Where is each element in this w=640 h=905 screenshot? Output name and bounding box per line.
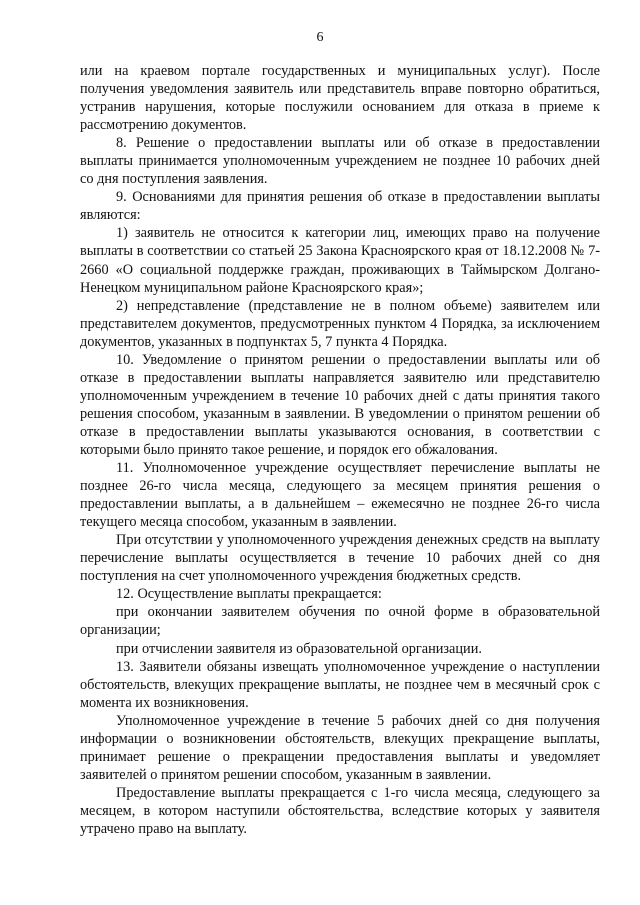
paragraph-termination-graduation: при окончании заявителем обучения по очной форме в образовательной организации; <box>80 604 600 639</box>
paragraph-item-9: 9. Основаниями для принятия решения об отказе в предоставлении выплаты являются: <box>80 189 600 224</box>
paragraph-termination-date: Предоставление выплаты прекращается с 1-го числа месяца, следующего за месяцем, в котором наступили обстоятельства, вследствие которых у заявителя утрачено право на выплату. <box>80 784 600 837</box>
paragraph-item-10: 10. Уведомление о принятом решении о предоставлении выплаты или об отказе в предоставлении выплаты направляется заявителю или представителю уполномоченным учреждением в течение 10 рабочих дней с даты принятия такого решения способом, указанным в заявлении. В уведомлении о принятом решении об отказе в предоставлении выплаты указываются основания, в соответствии с которыми было принято такое решение, и порядок его обжалования. <box>80 351 600 458</box>
paragraph-continuation: или на краевом портале государственных и муниципальных услуг). После получения уведомления заявитель или представитель вправе повторно обратиться, устранив нарушения, которые послужили основанием для отказа в приеме к рассмотрению документов. <box>80 63 600 134</box>
paragraph-termination-expulsion: при отчислении заявителя из образовательной организации. <box>116 640 482 657</box>
paragraph-decision-termination: Уполномоченное учреждение в течение 5 рабочих дней со дня получения информации о возникновении обстоятельств, влекущих прекращение выплаты, принимает решение о прекращении предоставления выплаты и уведомляет заявителей о принятом решении способом, указанным в заявлении. <box>80 712 600 783</box>
paragraph-funds-absence: При отсутствии у уполномоченного учреждения денежных средств на выплату перечисление выплаты осуществляется в течение 10 рабочих дней со дня поступления на счет уполномоченного учреждения бюджетных средств. <box>80 532 600 585</box>
paragraph-item-8: 8. Решение о предоставлении выплаты или об отказе в предоставлении выплаты принимается уполномоченным учреждением не позднее 10 рабочих дней со дня поступления заявления. <box>80 135 600 188</box>
paragraph-subitem-2: 2) непредставление (представление не в полном объеме) заявителем или представителем документов, предусмотренных пунктом 4 Порядка, за исключением документов, указанных в подпунктах 5, 7 пункта 4 Порядка. <box>80 297 600 350</box>
paragraph-item-11: 11. Уполномоченное учреждение осуществляет перечисление выплаты не позднее 26-го числа месяца, следующего за месяцем принятия решения о предоставлении выплаты, а в дальнейшем – ежемесячно не позднее 26-го числа текущего месяца способом, указанным в заявлении. <box>80 460 600 531</box>
paragraph-subitem-1: 1) заявитель не относится к категории лиц, имеющих право на получение выплаты в соответствии со статьей 25 Закона Красноярского края от 18.12.2008 № 7-2660 «О социальной поддержке граждан, проживающих в Таймырском Долгано-Ненецком муниципальном районе Красноярского края»; <box>80 225 600 296</box>
document-body <box>80 62 600 838</box>
page-number: 6 <box>316 30 324 45</box>
paragraph-item-13: 13. Заявители обязаны извещать уполномоченное учреждение о наступлении обстоятельств, влекущих прекращение выплаты, не позднее чем в месячный срок с момента их возникновения. <box>80 658 600 711</box>
paragraph-item-12: 12. Осуществление выплаты прекращается: <box>116 586 382 603</box>
